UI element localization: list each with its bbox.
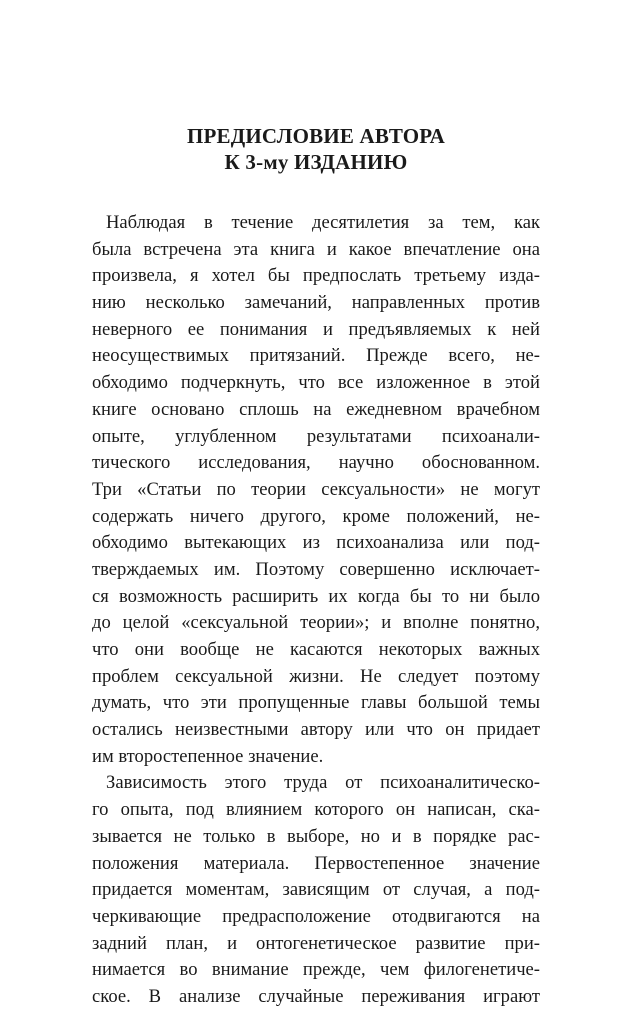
- text-line: проблем сексуальной жизни. Не следует поэтому: [92, 665, 540, 687]
- text-line: черкивающие предрасположение отодвигаются на: [92, 905, 540, 927]
- text-line: Зависимость этого труда от психоаналитическо-: [106, 772, 540, 794]
- text-line: положения материала. Первостепенное значение: [92, 852, 540, 874]
- text-line: думать, что эти пропущенные главы большой темы: [92, 692, 540, 714]
- text-line: обходимо подчеркнуть, что все изложенное в этой: [92, 372, 540, 394]
- text-line: го опыта, под влиянием которого он написан, ска-: [92, 799, 540, 821]
- text-line: им второстепенное значение.: [92, 745, 324, 767]
- text-line: остались неизвестными автору или что он придает: [92, 719, 540, 741]
- text-line: неверного ее понимания и предъявляемых к ней: [92, 318, 540, 340]
- text-line: была встречена эта книга и какое впечатление она: [92, 238, 540, 260]
- text-line: ся возможность расширить их когда бы то ни было: [92, 585, 540, 607]
- text-line: до целой «сексуальной теории»; и вполне понятно,: [92, 612, 540, 634]
- text-line: что они вообще не касаются некоторых важных: [92, 639, 540, 660]
- text-line: содержать ничего другого, кроме положений, не-: [92, 505, 540, 527]
- text-line: ское. В анализе случайные переживания играют: [92, 985, 540, 1007]
- text-line: Наблюдая в течение десятилетия за тем, как: [106, 212, 540, 233]
- text-line: тверждаемых им. Поэтому совершенно исключает-: [92, 558, 540, 580]
- text-line: зывается не только в выборе, но и в порядке рас-: [92, 825, 540, 847]
- heading-line-2: К 3-му ИЗДАНИЮ: [224, 150, 408, 174]
- text-line: опыте, углубленном результатами психоанали-: [92, 425, 540, 447]
- text-line: придается моментам, зависящим от случая, а под-: [92, 879, 540, 901]
- text-line: произвела, я хотел бы предпослать третьему изда-: [92, 265, 540, 287]
- body-text: [92, 210, 540, 1011]
- text-line: нию несколько замечаний, направленных против: [92, 292, 540, 314]
- text-line: Три «Статьи по теории сексуальности» не могут: [92, 478, 540, 500]
- text-line: неосуществимых притязаний. Прежде всего, не-: [92, 345, 540, 367]
- heading-line-1: ПРЕДИСЛОВИЕ АВТОРА: [186, 124, 446, 148]
- text-line: обходимо вытекающих из психоанализа или под-: [92, 532, 540, 554]
- text-line: задний план, и онтогенетическое развитие при-: [92, 932, 540, 954]
- text-line: тического исследования, научно обоснованном.: [92, 452, 540, 474]
- text-line: книге основано сплошь на ежедневном врачебном: [92, 398, 540, 420]
- text-line: нимается во внимание прежде, чем филогенетиче-: [92, 959, 540, 981]
- chapter-heading: [0, 123, 632, 175]
